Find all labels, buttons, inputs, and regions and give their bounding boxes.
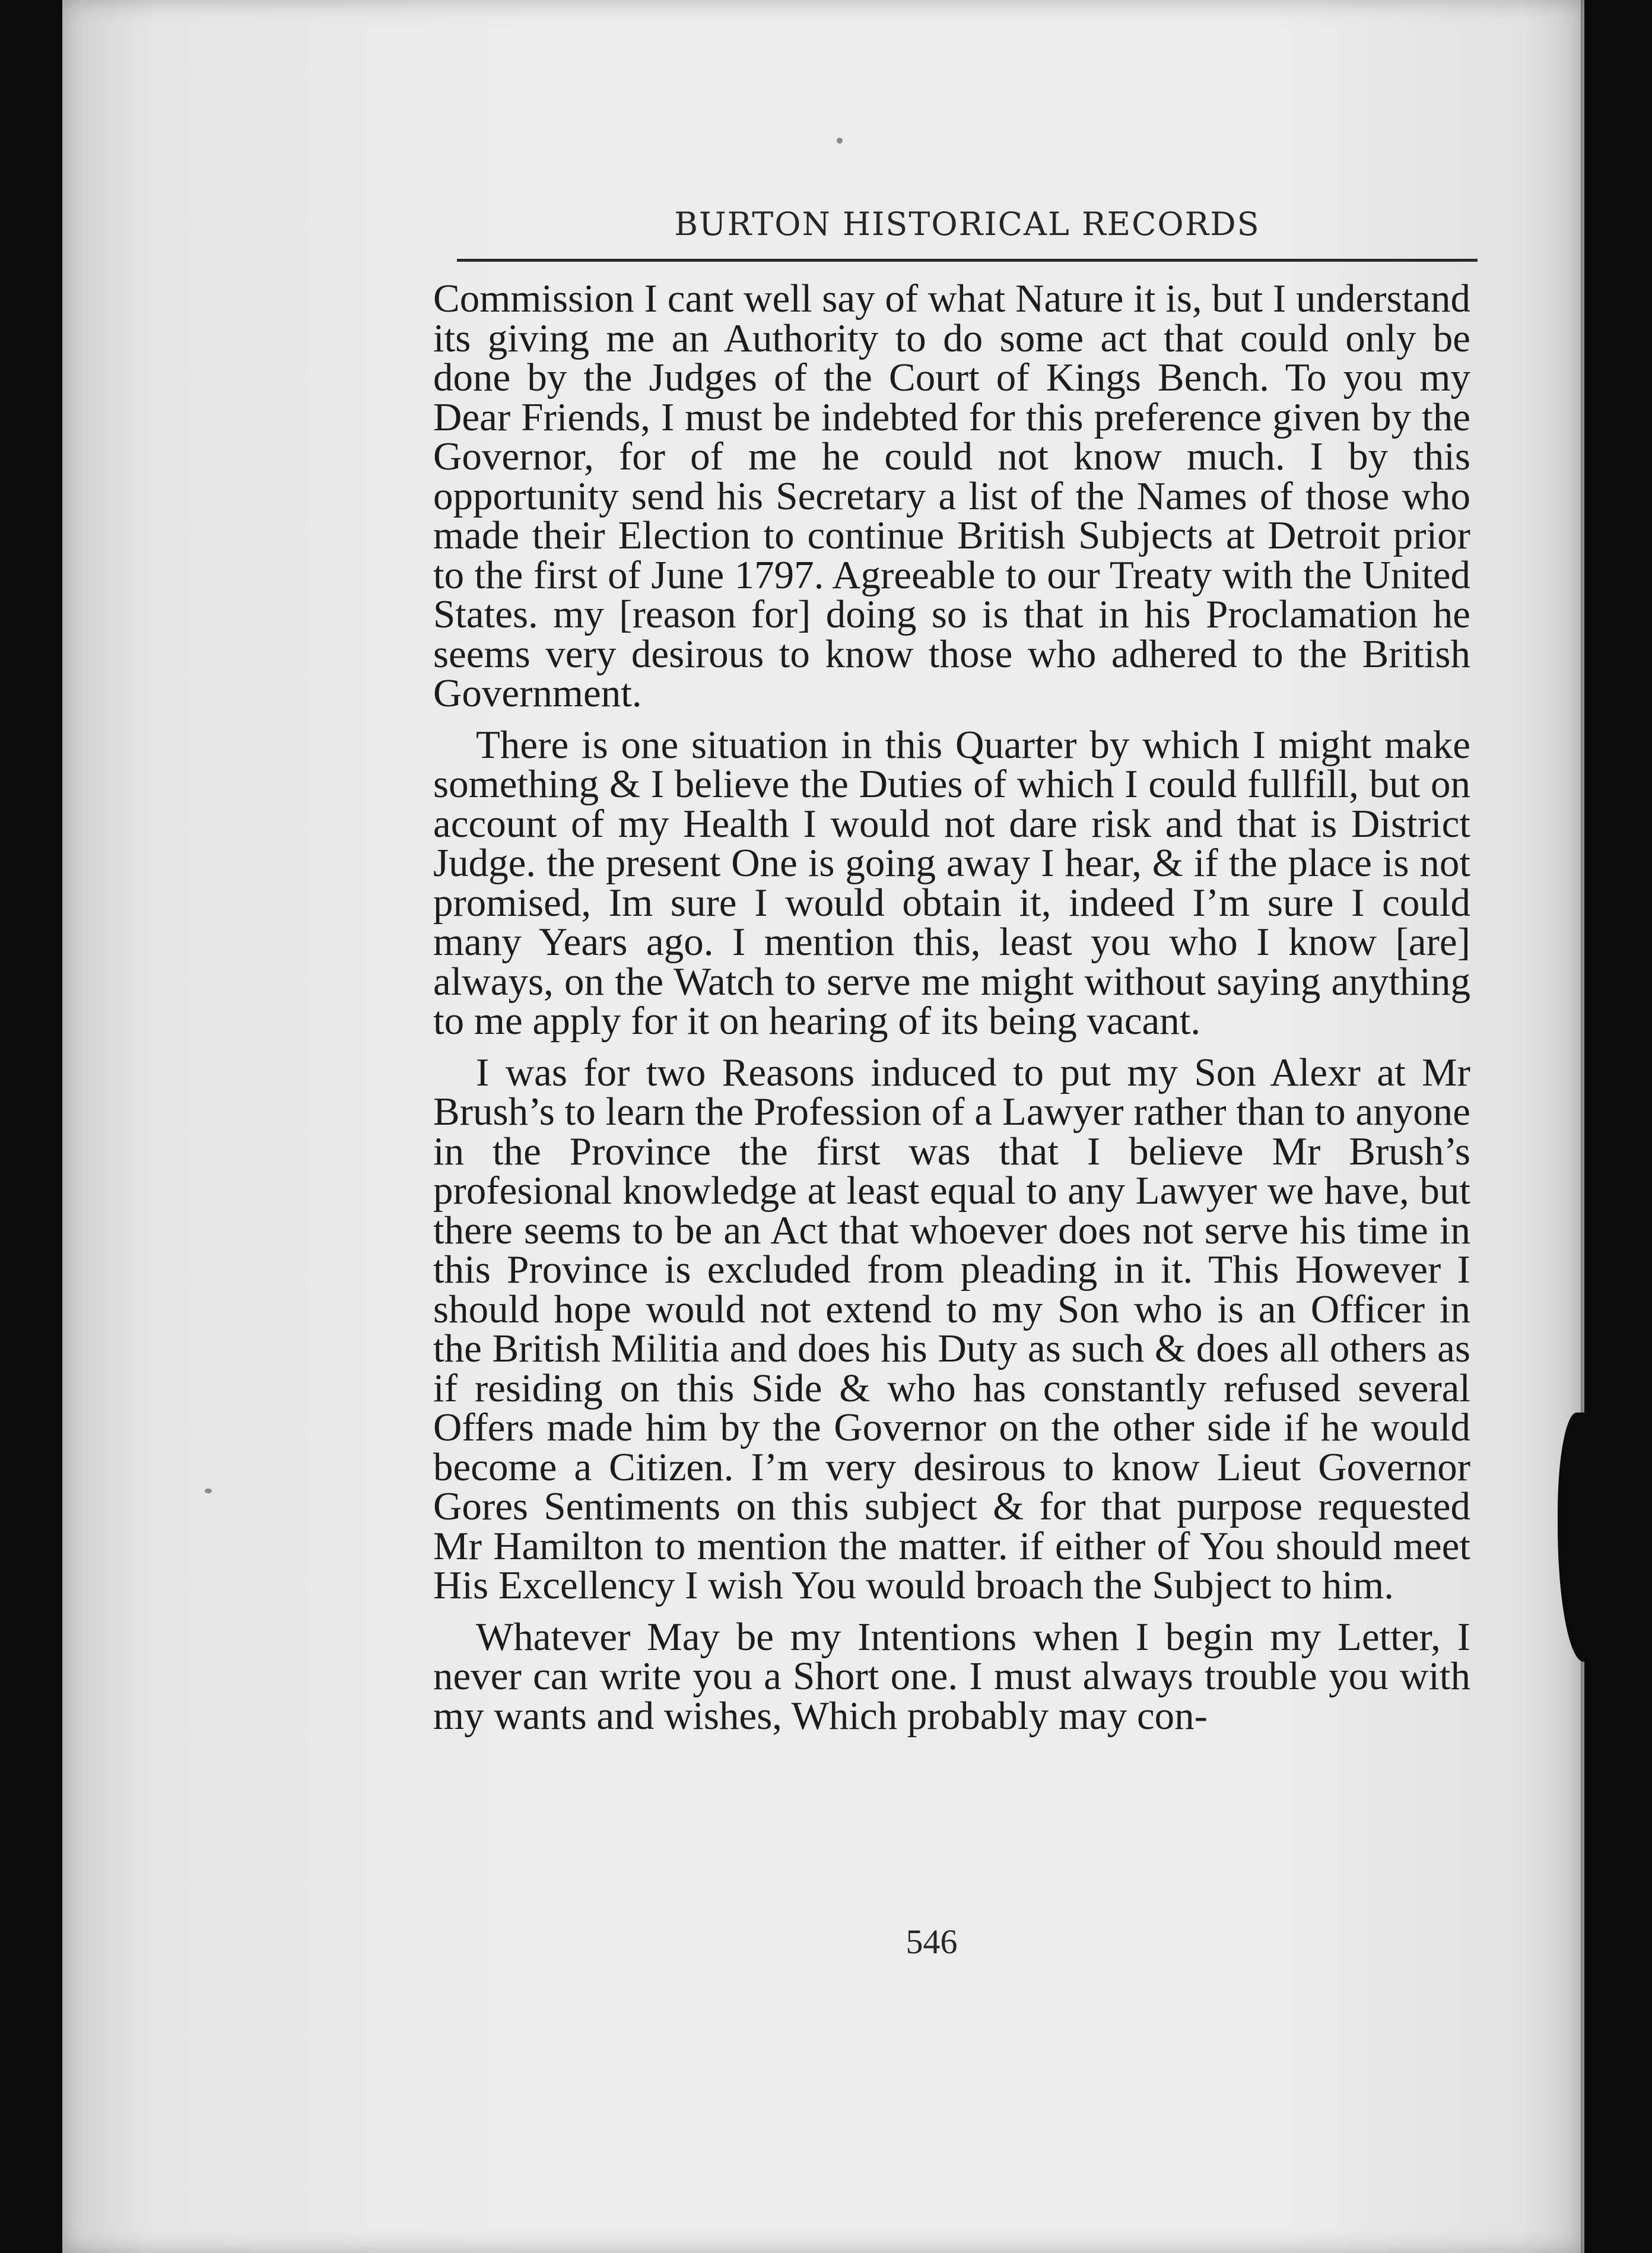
paragraph-3: I was for two Reasons induced to put my Son Alexr at Mr Brush’s to learn the Profession of a Lawyer rather than to anyone in the Province the first was that I believe Mr Brush’s profesional knowledge at least equal to any Lawyer we have, but there seems to be an Act that whoever does not serve his time in this Province is excluded from pleading in it. This However I should hope would not extend to my Son who is an Officer in the British Militia and does his Duty as such & does all others as if residing on this Side & who has constantly refused several Offers made him by the Governor on the other side if he would become a Citizen. I’m very desirous to know Lieut Governor Gores Sentiments on this subject & for that purpose requested Mr Hamilton to mention the matter. if either of You should meet His Excellency I wish You would broach the Subject to him. (433, 1050, 1470, 1607)
running-header-title: BURTON HISTORICAL RECORDS (674, 205, 1260, 243)
paragraph-1: Commission I cant well say of what Nature it is, but I understand its giving me an Authority to do some act that could only be done by the Judges of the Court of Kings Bench. To you my Dear Friends, I must be indebted for this preference given by the Governor, for of me he could not know much. I by this opportunity send his Secretary a list of the Names of those who made their Election to continue British Subjects at Detroit prior to the first of June 1797. Agreeable to our Treaty with the United States. my [reason for] doing so is that in his Proclamation he seems very desirous to know those who adhered to the British Government. (433, 277, 1470, 715)
letter-body (433, 279, 1470, 1747)
running-header (457, 205, 1478, 262)
paper-edge-shadow (1581, 0, 1588, 2253)
paragraph-4: Whatever May be my Intentions when I begin my Letter, I never can write you a Short one. I must always trouble you with my wants and wishes, Which probably may con- (433, 1614, 1470, 1738)
paper-speck (205, 1489, 212, 1493)
page-number: 546 (906, 1922, 958, 1961)
paragraph-2: There is one situation in this Quarter by which I might make something & I believe the Duties of which I could fullfill, but on account of my Health I would not dare risk and that is District Judge. the present One is going away I hear, & if the place is not promised, Im sure I would obtain it, indeed I’m sure I could many Years ago. I mention this, least you who I know [are] always, on the Watch to serve me might without saying anything to me apply for it on hearing of its being vacant. (433, 722, 1470, 1043)
paper-speck (837, 138, 843, 144)
